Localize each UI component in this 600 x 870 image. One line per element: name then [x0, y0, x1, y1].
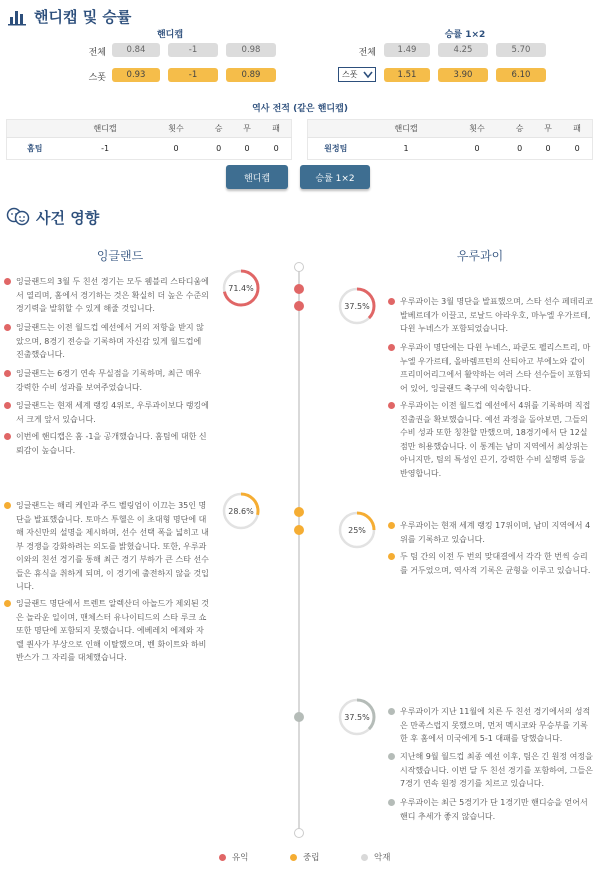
timeline-dot-right-negative — [294, 712, 304, 722]
list-item: 우루과이는 최근 5경기가 단 1경기만 핸디승을 얻어서 핸디 추세가 좋지 않습니다. — [388, 796, 594, 823]
handicap-spot-home: 0.93 — [112, 68, 160, 82]
list-item: 잉글랜드는 해리 케인과 주드 벨링엄이 이끄는 35인 명단을 발표했습니다. 토마스 투헬은 이 초대형 명단에 대해 자신만의 설명을 제시하며, 선수 선택 폭을 넓히고 내부 경쟁을 강화하려는 의도를 밝혔습니다. 또한, 우루과이와의 친선 경기를 통해 최근 경기 부하가 큰 스타 선수들은 휴식을 취하게 되며, 이 경기에 출전하지 않을 것입니다. — [4, 499, 210, 594]
history-table-away: 핸디캡 횟수 승 무 패 원정팀 1 0 0 0 0 — [307, 119, 593, 160]
col-count: 횟수 — [148, 120, 205, 138]
col-loss: 패 — [261, 120, 291, 138]
list-item: 두 팀 간의 이전 두 번의 맞대결에서 각각 한 번씩 승리를 거두었으며, 역사적 기록은 균형을 이루고 있습니다. — [388, 550, 594, 577]
col-handicap: 핸디캡 — [63, 120, 148, 138]
ring-left-neutral: 28.6% — [221, 491, 261, 531]
col-draw: 무 — [233, 120, 261, 138]
odds-heading: 승률 1×2 — [444, 30, 486, 40]
timeline-dot-right-neutral — [294, 525, 304, 535]
timeline-dot-left-neutral — [294, 507, 304, 517]
list-item: 지난해 9월 월드컵 최종 예선 이후, 팀은 긴 원정 여정을 시작했습니다. 이번 달 두 친선 경기를 포함하여, 그들은 7경기 연속 원정 경기를 치르고 있습니다. — [388, 750, 594, 791]
odds-all-draw: 4.25 — [438, 43, 488, 57]
chevron-down-icon — [363, 70, 373, 79]
table-row: 홈팀 -1 0 0 0 0 — [7, 138, 292, 160]
list-item: 잉글랜드의 3월 두 친선 경기는 모두 웸블리 스타디움에서 열리며, 홈에서 경기하는 것은 확실히 더 높은 수준의 경기력을 발휘할 수 있게 해줄 것입니다. — [4, 275, 210, 316]
handicap-all-home: 0.84 — [112, 43, 160, 57]
list-item: 우루과이는 현재 세계 랭킹 17위이며, 남미 지역에서 4위를 기록하고 있습니다. — [388, 519, 594, 546]
timeline-start — [294, 262, 304, 272]
list-item: 이번에 핸디캡은 홈 -1을 공개했습니다. 홈팀에 대한 신뢰감이 높습니다. — [4, 430, 210, 457]
list-item: 잉글랜드는 6경기 연속 무실점을 기록하며, 최근 매우 강력한 수비 성과를 보여주었습니다. — [4, 367, 210, 394]
people-icon — [6, 206, 30, 228]
legend-positive: 유익 — [219, 851, 248, 863]
list-item: 우루과이는 3월 명단을 발표했으며, 스타 선수 페데리코 발베르데가 이끌고, 로날드 아라우호, 마누엘 우가르테, 다윈 누녜스가 포함되었습니다. — [388, 295, 594, 336]
odds-all-home: 1.49 — [384, 43, 430, 57]
handicap-button[interactable]: 핸디캡 — [226, 165, 288, 189]
list-item: 우루과이 명단에는 다윈 누녜스, 파쿤도 펠리스트리, 마누엘 우가르테, 올바렘프턴의 산티아고 부에노와 같이 프리미어리그에서 활약하는 여러 스타 선수들이 포함되어 있어, 잉글랜드 축구에 익숙합니다. — [388, 341, 594, 395]
ring-left-positive: 71.4% — [221, 268, 261, 308]
handicap-heading: 핸디캡 — [156, 30, 184, 40]
odds-spot-away: 6.10 — [496, 68, 546, 82]
odds-1x2-button[interactable]: 승률 1×2 — [300, 165, 370, 189]
history-table-home — [6, 119, 292, 160]
handicap-row-label-all: 전체 — [88, 48, 106, 58]
team-name: 홈팀 — [27, 144, 43, 153]
handicap-all-line: -1 — [168, 43, 218, 57]
odds-spot-home: 1.51 — [384, 68, 430, 82]
handicap-all-away: 0.98 — [226, 43, 276, 57]
history-title: 역사 전적 (같은 핸디캡) — [252, 104, 348, 114]
col-win: 승 — [204, 120, 232, 138]
table-row: 원정팀 1 0 0 0 0 — [308, 138, 593, 160]
team-name: 원정팀 — [324, 144, 348, 153]
handicap-spot-away: 0.89 — [226, 68, 276, 82]
right-team-name: 우루과이 — [456, 249, 504, 263]
handicap-row-label-spot: 스폿 — [88, 73, 106, 83]
odds-type-select[interactable]: 스폿 — [338, 67, 376, 82]
timeline-end — [294, 828, 304, 838]
list-item: 우루과이가 지난 11월에 치른 두 친선 경기에서의 성적은 만족스럽지 못했으며, 먼저 멕시코와 무승부를 기록한 후 홈에서 미국에게 5-1 대패를 당했습니다. — [388, 705, 594, 746]
list-item: 잉글랜드는 이전 월드컵 예선에서 거의 저항을 받지 않았으며, 8경기 전승을 기록하며 자신감 있게 월드컵에 진출했습니다. — [4, 321, 210, 362]
odds-spot-draw: 3.90 — [438, 68, 488, 82]
ring-right-negative: 37.5% — [337, 697, 377, 737]
legend-neutral: 중립 — [290, 851, 319, 863]
section-title-events: 사건 영향 — [6, 206, 99, 228]
odds-row-label-all: 전체 — [358, 48, 376, 58]
ring-right-positive: 37.5% — [337, 286, 377, 326]
handicap-spot-line: -1 — [168, 68, 218, 82]
timeline-line — [298, 266, 300, 832]
ring-right-neutral: 25% — [337, 510, 377, 550]
odds-all-away: 5.70 — [496, 43, 546, 57]
timeline-dot-right-positive — [294, 301, 304, 311]
section-title-handicap: 핸디캡 및 승률 — [8, 6, 131, 27]
left-team-name: 잉글랜드 — [96, 249, 144, 263]
bar-chart-icon — [8, 8, 28, 26]
list-item: 우루과이는 이전 월드컵 예선에서 4위를 기록하며 직접 진출권을 확보했습니다. 예선 과정을 돌아보면, 그들의 수비 성과 또한 칭찬할 만했으며, 18경기에서 단 12실점만 허용했습니다. 이 통계는 남미 지역에서 최상위는 아니지만, 팀의 특성인 끈기, 강력한 수비 실행력 등을 반영합니다. — [388, 399, 594, 480]
legend-negative: 악재 — [361, 851, 390, 863]
list-item: 잉글랜드는 현재 세계 랭킹 4위로, 우루과이보다 랭킹에서 크게 앞서 있습니다. — [4, 399, 210, 426]
timeline-dot-left-positive — [294, 284, 304, 294]
list-item: 잉글랜드 명단에서 트렌트 알렉산더 아놀드가 제외된 것은 놀라운 일이며, 맨체스터 유나이티드의 스타 루크 쇼 또한 명단에 포함되지 못했습니다. 에베레치 에제와 자렐 퀀사가 부상으로 인해 이탈했으며, 벤 화이트와 하비 반스가 그 자리를 대체했습니다. — [4, 597, 210, 665]
